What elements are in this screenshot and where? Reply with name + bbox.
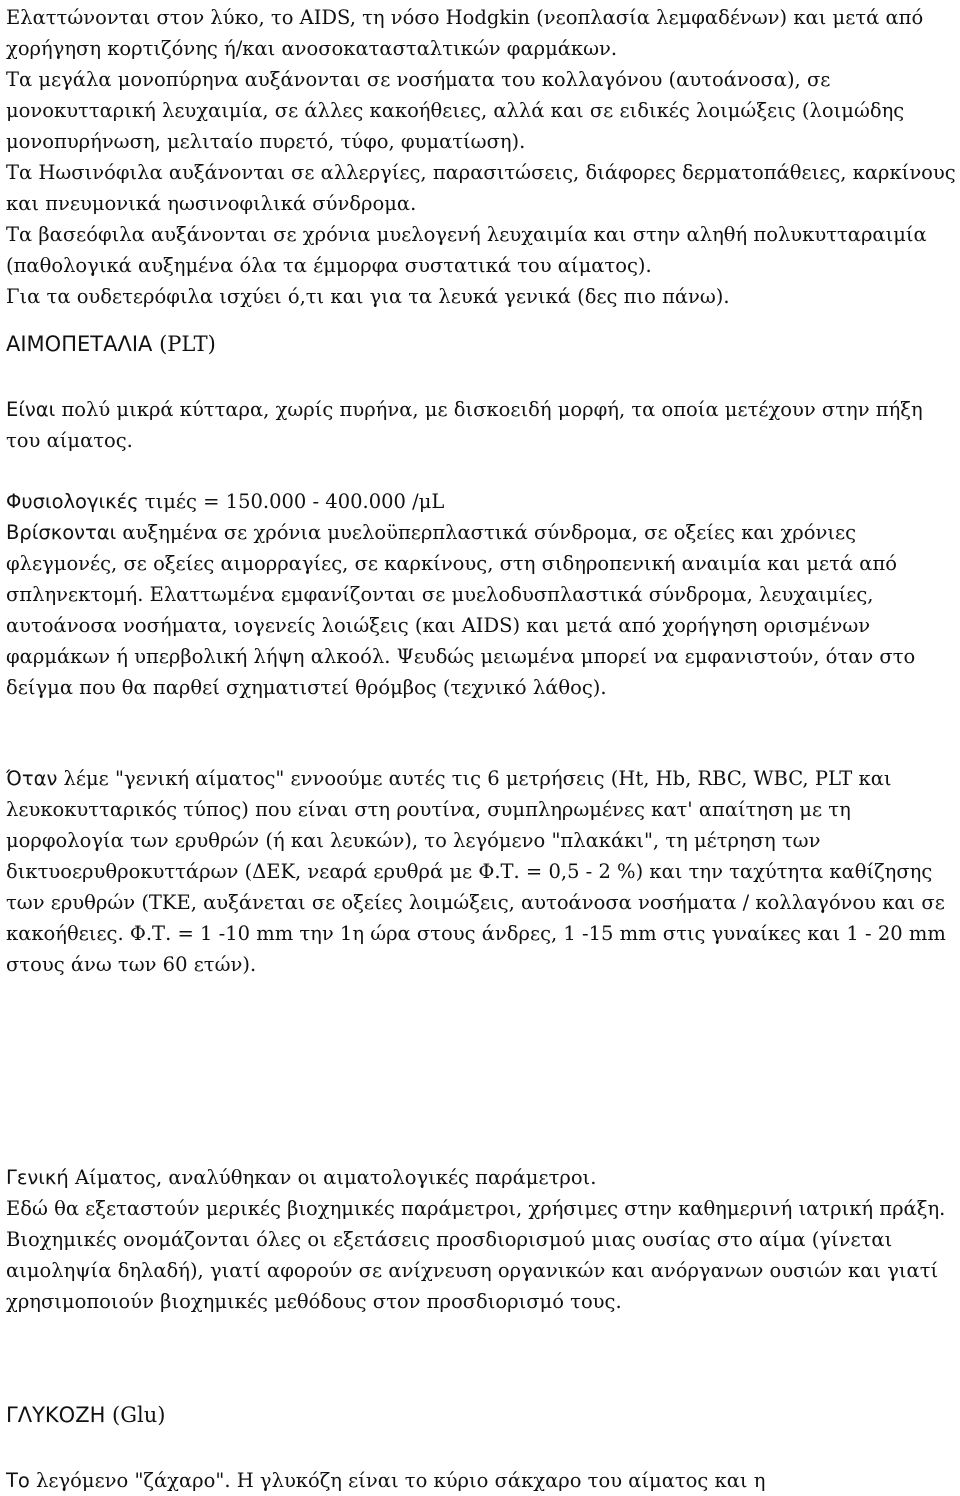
paragraph-biochemistry-intro: Γενική Αίματος, αναλύθηκαν οι αιματολογικές παράμετροι. Εδώ θα εξεταστούν μερικές βιοχημικές παράμετροι, χρήσιμες στην καθημερινή ιατρική πράξη. Βιοχημικές ονομάζονται όλες οι εξετάσεις προσδιορισμού μιας ουσίας στο αίμα (γίνεται αιμοληψία δηλαδή), γιατί αφορούν σε ανίχνευση οργανικών και ανόργανων ουσιών και γιατί χρησιμοποιούν βιοχημικές μεθόδους στον προσδιορισμό τους.: [6, 1166, 946, 1313]
paragraph-intro: [6, 2, 958, 312]
text-neutrophils: Για τα ουδετερόφιλα ισχύει ό,τι και για τα λευκά γενικά (δες πιο πάνω).: [6, 285, 730, 308]
paragraph-platelets-description: Είναι πολύ μικρά κύτταρα, χωρίς πυρήνα, με δισκοειδή μορφή, τα οποία μετέχουν στην πήξη του αίματος.: [6, 398, 923, 452]
heading-glucose: ΓΛΥΚΟΖΗ (Glu): [6, 1403, 166, 1427]
heading-platelets: ΑΙΜΟΠΕΤΑΛΙΑ (PLT): [6, 332, 216, 356]
paragraph-glucose-description: Το λεγόμενο "ζάχαρο". Η γλυκόζη είναι το κύριο σάκχαρο του αίματος και η: [6, 1469, 766, 1492]
text-basophils: Τα βασεόφιλα αυξάνονται σε χρόνια μυελογενή λευχαιμία και στην αληθή πολυκυτταραιμία (παθολογικά αυξημένα όλα τα έμμορφα συστατικά του αίματος).: [6, 223, 927, 277]
text-monocytes: Τα μεγάλα μονοπύρηνα αυξάνονται σε νοσήματα του κολλαγόνου (αυτοάνοσα), σε μονοκυτταρική λευχαιμία, σε άλλες κακοήθειες, αλλά και σε ειδικές λοιμώξεις (λοιμώδης μονοπυρήνωση, μελιταίο πυρετό, τύφο, φυματίωση).: [6, 68, 905, 153]
text-decrease-conditions: Ελαττώνονται στον λύκο, το AIDS, τη νόσο Hodgkin (νεοπλασία λεμφαδένων) και μετά από χορήγηση κορτιζόνης ή/και ανοσοκατασταλτικών φαρμάκων.: [6, 6, 924, 60]
text-eosinophils: Τα Ηωσινόφιλα αυξάνονται σε αλλεργίες, παρασιτώσεις, διάφορες δερματοπάθειες, καρκίνους και πνευμονικά ηωσινοφιλικά σύνδρομα.: [6, 161, 956, 215]
paragraph-platelets-values: Φυσιολογικές τιμές = 150.000 - 400.000 /μL Βρίσκονται αυξημένα σε χρόνια μυελοϋπερπλαστικά σύνδρομα, σε οξείες και χρόνιες φλεγμονές, σε οξείες αιμορραγίες, σε καρκίνους, στη σιδηροπενική αναιμία και μετά από σπληνεκτομή. Ελαττωμένα εμφανίζονται σε μυελοδυσπλαστικά σύνδρομα, λευχαιμίες, αυτοάνοσα νοσήματα, ιογενείς λοιώξεις (και AIDS) και μετά από χορήγηση ορισμένων φαρμάκων ή υπερβολική λήψη αλκοόλ. Ψευδώς μειωμένα μπορεί να εμφανιστούν, όταν στο δείγμα που θα παρθεί σχηματιστεί θρόμβος (τεχνικό λάθος).: [6, 490, 916, 699]
paragraph-complete-blood-count: Όταν λέμε "γενική αίματος" εννοούμε αυτές τις 6 μετρήσεις (Ht, Hb, RBC, WBC, PLT και λευκοκυτταρικός τύπος) που είναι στη ρουτίνα, συμπληρωμένες κατ' απαίτηση με τη μορφολογία των ερυθρών (ή και λευκών), το λεγόμενο "πλακάκι", τη μέτρηση των δικτυοερυθροκυττάρων (ΔΕΚ, νεαρά ερυθρά με Φ.Τ. = 0,5 - 2 %) και την ταχύτητα καθίζησης των ερυθρών (ΤΚΕ, αυξάνεται σε οξείες λοιμώξεις, αυτοάνοσα νοσήματα / κολλαγόνου και σε κακοήθειες. Φ.Τ. = 1 -10 mm την 1η ώρα στους άνδρες, 1 -15 mm στις γυναίκες και 1 - 20 mm στους άνω των 60 ετών).: [6, 767, 946, 976]
